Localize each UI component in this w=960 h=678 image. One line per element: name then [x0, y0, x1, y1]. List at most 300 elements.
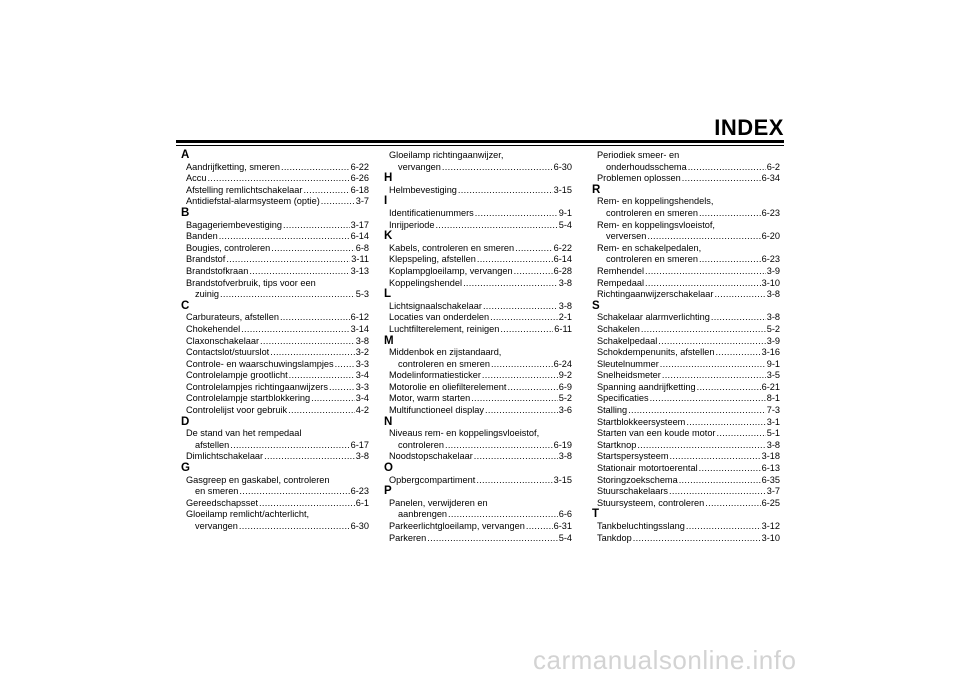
index-entry-page: 3-15	[553, 184, 572, 195]
index-entry-text: Aandrijfketting, smeren	[186, 161, 280, 172]
index-entry-page: 5-4	[558, 532, 572, 543]
index-entry-page: 9-2	[558, 370, 572, 381]
index-entry	[181, 196, 369, 208]
index-entry-page: 5-1	[766, 428, 780, 439]
index-entry-text: Stalling	[597, 405, 628, 416]
dot-leader	[669, 486, 766, 498]
index-entry-text: Claxonschakelaar	[186, 335, 260, 346]
dot-leader	[714, 289, 765, 301]
index-entry-text: controleren	[398, 439, 444, 450]
index-entry	[181, 486, 369, 498]
index-entry	[592, 312, 780, 324]
index-entry	[181, 220, 369, 232]
index-entry	[181, 231, 369, 243]
index-entry	[592, 359, 780, 371]
index-entry-page: 9-1	[766, 358, 780, 369]
index-entry-page: 6-30	[553, 161, 572, 172]
index-entry-page: 3-2	[355, 347, 369, 358]
index-entry	[592, 521, 780, 533]
index-column-1	[181, 150, 369, 533]
index-entry	[384, 521, 572, 533]
dot-leader	[697, 382, 761, 394]
index-entry	[384, 254, 572, 266]
index-entry-page: 3-17	[350, 219, 369, 230]
index-entry-page: 3-1	[766, 416, 780, 427]
index-letter: B	[181, 206, 190, 219]
index-entry-text: Contactslot/stuurslot	[186, 347, 270, 358]
index-entry-text: Inrijperiode	[389, 219, 435, 230]
dot-leader	[490, 312, 558, 324]
index-entry	[592, 463, 780, 475]
index-entry	[384, 162, 572, 174]
index-entry-page: 6-24	[553, 358, 572, 369]
index-entry-text: Koppelingshendel	[389, 277, 463, 288]
index-entry	[384, 312, 572, 324]
dot-leader	[699, 208, 761, 220]
dot-leader	[633, 533, 761, 545]
index-entry-page: 5-3	[355, 289, 369, 300]
index-entry-heading: Rem- en koppelingsvloeistof,	[597, 219, 715, 230]
title-rule-thin	[176, 145, 784, 146]
index-letter: N	[384, 415, 393, 428]
index-entry-page: 6-31	[553, 521, 572, 531]
index-letter: P	[384, 485, 392, 498]
index-entry-page: 3-8	[355, 451, 369, 462]
index-entry-page: 6-22	[350, 161, 369, 172]
index-letter: K	[384, 230, 393, 243]
index-entry	[384, 393, 572, 405]
index-entry-page: 6-2	[766, 161, 780, 172]
index-entry-text: controleren en smeren	[606, 207, 698, 218]
index-entry-page: 6-21	[761, 381, 780, 392]
index-entry-text: Remhendel	[597, 265, 644, 276]
index-entry-page: 6-8	[355, 242, 369, 253]
index-entry-text: Startspersysteem	[597, 451, 669, 462]
index-entry-page: 3-3	[355, 358, 369, 369]
dot-leader	[220, 289, 355, 301]
index-entry-page: 6-20	[761, 231, 780, 242]
index-entry	[592, 533, 780, 545]
index-entry	[181, 347, 369, 359]
dot-leader	[427, 533, 557, 545]
index-entry-text: vervangen	[398, 161, 441, 172]
index-entry-text: Sleutelnummer	[597, 358, 659, 369]
index-entry-text: Parkeerlichtgloeilamp, vervangen	[389, 521, 525, 531]
index-entry	[384, 208, 572, 220]
index-entry-text: Rempedaal	[597, 277, 644, 288]
dot-leader	[271, 243, 354, 255]
index-entry-page: 5-2	[558, 393, 572, 404]
dot-leader	[207, 173, 349, 185]
index-entry-page: 3-6	[558, 405, 572, 416]
index-entry-text: Motorolie en oliefilterelement	[389, 381, 507, 392]
index-entry-text: Modelinformatiesticker	[389, 370, 481, 381]
index-entry-page: 6-13	[761, 463, 780, 474]
index-entry-text: Chokehendel	[186, 323, 241, 334]
index-letter: G	[181, 462, 190, 475]
index-entry-page: 6-14	[553, 254, 572, 265]
index-entry-page: 6-28	[553, 265, 572, 276]
dot-leader	[650, 393, 766, 405]
index-entry-text: Startblokkeersysteem	[597, 416, 686, 427]
index-entry-text: Lichtsignaalschakelaar	[389, 300, 482, 311]
index-entry-text: Afstelling remlichtschakelaar	[186, 184, 303, 195]
index-entry-page: 3-10	[761, 277, 780, 288]
index-entry-page: 6-11	[554, 323, 572, 334]
index-entry-page: 3-8	[355, 335, 369, 346]
index-entry-text: vervangen	[195, 521, 238, 531]
index-entry-text: en smeren	[195, 486, 239, 497]
index-entry-text: Klepspeling, afstellen	[389, 254, 476, 265]
dot-leader	[239, 521, 350, 533]
dot-leader	[448, 509, 558, 521]
dot-leader	[662, 370, 766, 382]
dot-leader	[230, 440, 349, 452]
index-entry	[592, 336, 780, 348]
index-entry-text: Noodstopschakelaar	[389, 451, 473, 462]
index-entry	[384, 370, 572, 382]
index-entry-page: 2-1	[558, 312, 572, 323]
index-entry-page: 3-16	[761, 347, 780, 358]
dot-leader	[715, 347, 760, 359]
dot-leader	[717, 428, 766, 440]
dot-leader	[471, 393, 558, 405]
dot-leader	[686, 417, 765, 429]
index-entry	[384, 220, 572, 232]
index-entry-heading: De stand van het rempedaal	[186, 428, 302, 439]
index-entry-page: 6-12	[350, 312, 369, 323]
index-entry	[181, 370, 369, 382]
dot-leader	[475, 208, 558, 220]
dot-leader	[280, 312, 350, 324]
index-entry	[181, 393, 369, 405]
index-entry-text: Helmbevestiging	[389, 184, 457, 195]
index-entry-page: 6-1	[355, 497, 369, 508]
dot-leader	[641, 324, 766, 336]
index-entry	[592, 254, 780, 266]
index-entry-page: 9-1	[558, 207, 572, 218]
index-letter: L	[384, 288, 392, 301]
index-entry-text: Brandstofkraan	[186, 265, 249, 276]
title-rule	[176, 140, 784, 143]
index-entry-text: afstellen	[195, 439, 230, 450]
index-entry-heading: Periodiek smeer- en	[597, 150, 680, 160]
index-entry	[384, 185, 572, 197]
index-entry	[592, 231, 780, 243]
index-entry-text: Richtingaanwijzerschakelaar	[597, 289, 714, 300]
index-entry-page: 3-15	[553, 474, 572, 485]
index-entry-page: 6-6	[558, 509, 572, 520]
index-entry-page: 3-4	[355, 370, 369, 381]
index-entry	[384, 533, 572, 545]
index-entry	[384, 509, 572, 521]
index-entry-page: 6-19	[553, 439, 572, 450]
dot-leader	[514, 266, 553, 278]
index-entry	[592, 208, 780, 220]
index-entry-page: 6-30	[350, 521, 369, 531]
index-entry-page: 3-12	[761, 521, 780, 531]
index-entry-page: 6-26	[350, 173, 369, 184]
index-entry-text: Bougies, controleren	[186, 242, 271, 253]
index-entry-page: 3-7	[766, 486, 780, 497]
index-entry-text: Antidiefstal-alarmsysteem (optie)	[186, 196, 320, 207]
index-entry-text: zuinig	[195, 289, 220, 300]
dot-leader	[259, 498, 355, 510]
index-entry	[592, 405, 780, 417]
page-title: INDEX	[714, 115, 784, 140]
index-entry	[181, 359, 369, 371]
index-letter: H	[384, 172, 393, 185]
index-entry-text: Schakelpedaal	[597, 335, 658, 346]
index-entry-text: Accu	[186, 173, 207, 184]
index-entry-heading: Panelen, verwijderen en	[389, 497, 488, 508]
index-entry-text: controleren en smeren	[606, 254, 698, 265]
index-entry	[592, 486, 780, 498]
dot-leader	[628, 405, 766, 417]
dot-leader	[688, 162, 766, 174]
index-entry	[592, 370, 780, 382]
index-entry-page: 7-3	[766, 405, 780, 416]
index-entry-text: Controlelijst voor gebruik	[186, 405, 288, 416]
index-entry-page: 6-22	[553, 242, 572, 253]
index-entry-text: Kabels, controleren en smeren	[389, 242, 515, 253]
dot-leader	[270, 347, 354, 359]
index-entry	[592, 451, 780, 463]
dot-leader	[329, 382, 355, 394]
index-entry-text: Brandstof	[186, 254, 226, 265]
index-entry-heading: Gloeilamp remlicht/achterlicht,	[186, 509, 310, 520]
index-entry	[592, 347, 780, 359]
index-entry-page: 3-14	[350, 323, 369, 334]
index-letter: S	[592, 299, 600, 312]
index-entry-text: aanbrengen	[398, 509, 448, 520]
index-entry-text: Luchtfilterelement, reinigen	[389, 323, 500, 334]
index-column-2	[384, 150, 572, 544]
index-entry-page: 3-8	[558, 451, 572, 462]
index-entry-text: Dimlichtschakelaar	[186, 451, 264, 462]
index-entry-text: Startknop	[597, 439, 637, 450]
index-entry	[592, 278, 780, 290]
index-entry-text: Stuursysteem, controleren	[597, 497, 705, 508]
index-entry	[384, 440, 572, 452]
index-entry-text: Controlelampje startblokkering	[186, 393, 311, 404]
index-entry-text: verversen	[606, 231, 647, 242]
index-entry	[384, 451, 572, 463]
index-entry-heading: Brandstofverbruik, tips voor een	[186, 277, 316, 288]
dot-leader	[476, 475, 552, 487]
index-entry	[181, 173, 369, 185]
index-entry-text: Controlelampjes richtingaanwijzers	[186, 381, 328, 392]
index-entry-text: Schakelen	[597, 323, 640, 334]
index-entry-page: 3-13	[350, 265, 369, 276]
index-entry-text: Tankbeluchtingsslang	[597, 521, 685, 531]
index-entry-page: 3-7	[355, 196, 369, 207]
dot-leader	[483, 301, 558, 313]
index-entry-page: 3-5	[766, 370, 780, 381]
dot-leader	[679, 475, 761, 487]
dot-leader	[442, 162, 553, 174]
dot-leader	[477, 254, 553, 266]
index-entry	[181, 185, 369, 197]
index-entry	[181, 266, 369, 278]
index-entry-page: 6-25	[761, 497, 780, 508]
watermark: carmanualsonline.info	[533, 645, 797, 675]
index-entry	[384, 475, 572, 487]
index-letter: I	[384, 195, 388, 208]
index-entry-text: Specificaties	[597, 393, 649, 404]
index-entry-text: Bagageriembevestiging	[186, 219, 283, 230]
index-entry-page: 5-2	[766, 323, 780, 334]
dot-leader	[463, 278, 558, 290]
index-entry-page: 6-34	[761, 173, 780, 184]
index-entry-page: 6-18	[350, 184, 369, 195]
index-entry	[384, 324, 572, 336]
dot-leader	[491, 359, 553, 371]
dot-leader	[219, 231, 350, 243]
dot-leader	[226, 254, 350, 266]
index-entry-page: 6-23	[761, 207, 780, 218]
index-entry	[181, 498, 369, 510]
index-entry-text: Storingzoekschema	[597, 474, 678, 485]
dot-leader	[705, 498, 760, 510]
index-entry-page: 6-23	[761, 254, 780, 265]
index-entry-text: Locaties van onderdelen	[389, 312, 490, 323]
index-entry	[181, 440, 369, 452]
index-entry	[592, 173, 780, 185]
dot-leader	[660, 359, 766, 371]
index-entry-page: 8-1	[766, 393, 780, 404]
index-entry	[181, 162, 369, 174]
dot-leader	[485, 405, 558, 417]
index-entry-page: 3-8	[558, 277, 572, 288]
index-entry-page: 3-8	[766, 439, 780, 450]
index-entry	[181, 521, 369, 533]
index-entry-text: Schakelaar alarmverlichting	[597, 312, 710, 323]
index-entry-page: 4-2	[355, 405, 369, 416]
index-entry	[181, 451, 369, 463]
dot-leader	[526, 521, 553, 533]
dot-leader	[241, 324, 349, 336]
dot-leader	[289, 370, 355, 382]
index-entry-page: 6-17	[350, 439, 369, 450]
index-letter: O	[384, 462, 393, 475]
index-entry	[592, 162, 780, 174]
index-entry-text: Parkeren	[389, 532, 427, 543]
dot-leader	[239, 486, 349, 498]
index-entry	[592, 440, 780, 452]
index-entry-text: Tankdop	[597, 532, 632, 543]
index-entry-page: 5-4	[558, 219, 572, 230]
index-entry-page: 3-8	[558, 300, 572, 311]
index-entry-text: Carburateurs, afstellen	[186, 312, 279, 323]
dot-leader	[699, 254, 761, 266]
index-letter: M	[384, 334, 394, 347]
index-entry	[181, 324, 369, 336]
index-entry	[592, 382, 780, 394]
dot-leader	[686, 521, 761, 533]
index-entry-page: 3-11	[351, 254, 369, 265]
dot-leader	[711, 312, 766, 324]
index-letter: C	[181, 299, 190, 312]
dot-leader	[303, 185, 349, 197]
index-entry	[181, 254, 369, 266]
index-entry-page: 6-9	[558, 381, 572, 392]
dot-leader	[458, 185, 553, 197]
index-entry	[181, 289, 369, 301]
index-entry-heading: Rem- en koppelingshendels,	[597, 196, 714, 207]
dot-leader	[283, 220, 350, 232]
index-entry-heading: Rem- en schakelpedalen,	[597, 242, 702, 253]
index-entry-page: 3-9	[766, 335, 780, 346]
dot-leader	[645, 278, 761, 290]
dot-leader	[288, 405, 355, 417]
index-entry-page: 3-4	[355, 393, 369, 404]
index-entry-text: Identificatienummers	[389, 207, 474, 218]
dot-leader	[507, 382, 557, 394]
dot-leader	[682, 173, 761, 185]
dot-leader	[658, 336, 765, 348]
index-entry-text: Banden	[186, 231, 218, 242]
index-entry-text: Snelheidsmeter	[597, 370, 661, 381]
dot-leader	[335, 359, 355, 371]
index-entry	[592, 475, 780, 487]
index-entry	[181, 382, 369, 394]
index-entry-page: 3-8	[766, 312, 780, 323]
index-entry	[384, 278, 572, 290]
index-entry-text: Spanning aandrijfketting	[597, 381, 696, 392]
index-entry-heading: Niveaus rem- en koppelingsvloeistof,	[389, 428, 540, 439]
index-entry	[181, 336, 369, 348]
index-entry-page: 3-9	[766, 265, 780, 276]
dot-leader	[515, 243, 552, 255]
index-entry-page: 3-3	[355, 381, 369, 392]
index-entry	[384, 359, 572, 371]
dot-leader	[264, 451, 355, 463]
dot-leader	[311, 393, 355, 405]
index-entry-heading: Middenbok en zijstandaard,	[389, 347, 502, 358]
dot-leader	[435, 220, 557, 232]
index-column-3	[592, 150, 780, 544]
index-entry	[592, 428, 780, 440]
index-entry-page: 6-14	[350, 231, 369, 242]
index-entry-text: Gereedschapsset	[186, 497, 259, 508]
index-entry	[592, 498, 780, 510]
dot-leader	[645, 266, 766, 278]
index-entry	[592, 266, 780, 278]
index-entry-text: Schokdempenunits, afstellen	[597, 347, 715, 358]
index-letter: A	[181, 149, 190, 161]
index-entry-text: onderhoudsschema	[606, 161, 687, 172]
index-entry-text: Controle- en waarschuwingslampjes	[186, 358, 334, 369]
index-entry-text: Motor, warm starten	[389, 393, 471, 404]
index-entry	[592, 417, 780, 429]
index-entry-text: Problemen oplossen	[597, 173, 681, 184]
index-entry	[384, 405, 572, 417]
index-entry-page: 3-10	[761, 532, 780, 543]
dot-leader	[445, 440, 553, 452]
index-entry-heading: Gloeilamp richtingaanwijzer,	[389, 150, 504, 160]
index-letter: R	[592, 183, 601, 196]
index-entry	[181, 312, 369, 324]
index-entry-text: Multifunctioneel display	[389, 405, 484, 416]
index-entry-text: controleren en smeren	[398, 358, 490, 369]
index-entry-text: Stationair motortoerental	[597, 463, 698, 474]
dot-leader	[260, 336, 355, 348]
index-entry	[384, 266, 572, 278]
dot-leader	[281, 162, 350, 174]
index-entry-text: Controlelampje grootlicht	[186, 370, 288, 381]
dot-leader	[637, 440, 765, 452]
